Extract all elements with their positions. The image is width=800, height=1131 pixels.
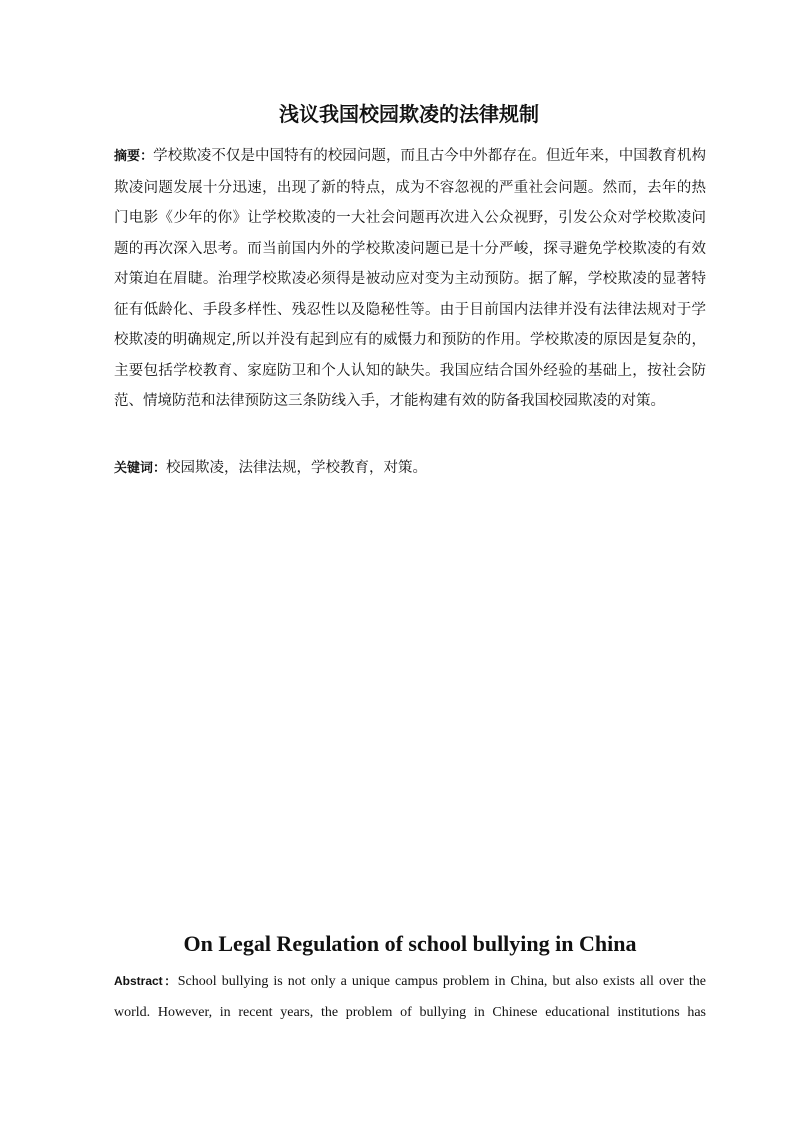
chinese-abstract bbox=[114, 141, 706, 417]
chinese-title: 浅议我国校园欺凌的法律规制 bbox=[279, 102, 539, 126]
chinese-keywords-label: 关键词： bbox=[114, 461, 167, 476]
english-abstract-text: School bullying is not only a unique campus problem in China, but also exists all over the world. However, in recent years, the problem of bullying in Chinese educational institutions has bbox=[114, 974, 706, 1020]
chinese-abstract-label: 摘要： bbox=[114, 149, 154, 164]
english-abstract-label: Abstract： bbox=[114, 974, 178, 988]
chinese-keywords bbox=[114, 453, 706, 484]
english-title: On Legal Regulation of school bullying in China bbox=[183, 931, 637, 956]
english-abstract bbox=[114, 966, 706, 1028]
chinese-keywords-text: 校园欺凌，法律法规，学校教育，对策。 bbox=[166, 460, 428, 476]
chinese-abstract-text: 学校欺凌不仅是中国特有的校园问题，而且古今中外都存在。但近年来，中国教育机构欺凌问题发展十分迅速，出现了新的特点，成为不容忽视的严重社会问题。然而，去年的热门电影《少年的你》让学校欺凌的一大社会问题再次进入公众视野，引发公众对学校欺凌问题的再次深入思考。而当前国内外的学校欺凌问题已是十分严峻，探寻避免学校欺凌的有效对策迫在眉睫。治理学校欺凌必须得是被动应对变为主动预防。据了解，学校欺凌的显著特征有低龄化、手段多样性、残忍性以及隐秘性等。由于目前国内法律并没有法律法规对于学校欺凌的明确规定,所以并没有起到应有的威慑力和预防的作用。学校欺凌的原因是复杂的，主要包括学校教育、家庭防卫和个人认知的缺失。我国应结合国外经验的基础上，按社会防范、情境防范和法律预防这三条防线入手，才能构建有效的防备我国校园欺凌的对策。 bbox=[114, 148, 706, 409]
